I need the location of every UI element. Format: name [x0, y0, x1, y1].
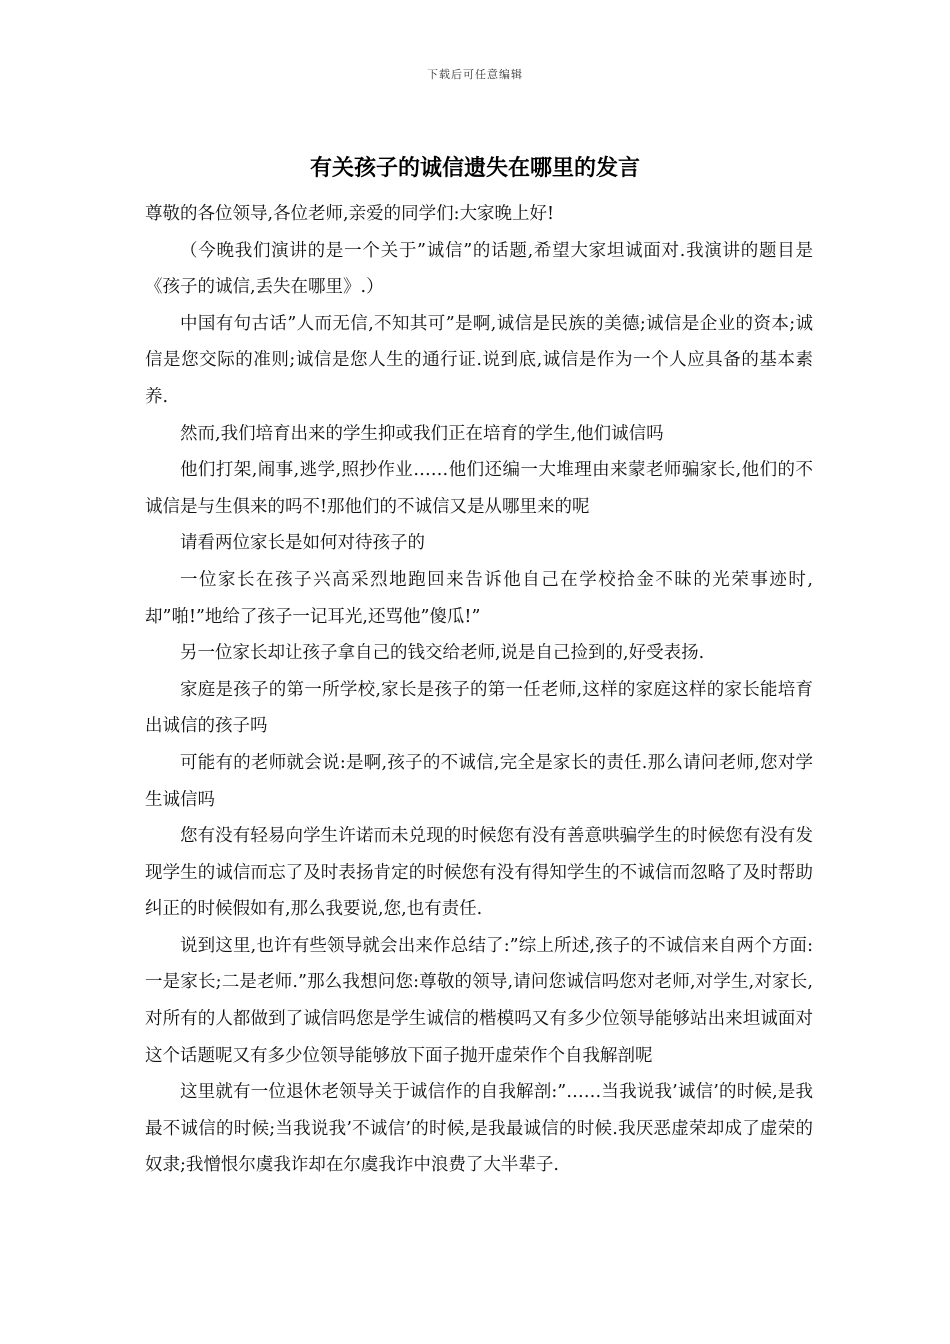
paragraph: 请看两位家长是如何对待孩子的: [180, 533, 425, 554]
document-title: 有关孩子的诚信遗失在哪里的发言: [309, 156, 640, 181]
paragraph: 他们打架,闹事,逃学,照抄作业……他们还编一大堆理由来蒙老师骗家长,他们的不诚信是与生俱来的吗不!那他们的不诚信又是从哪里来的呢: [145, 460, 813, 517]
paragraph: 可能有的老师就会说:是啊,孩子的不诚信,完全是家长的责任.那么请问老师,您对学生诚信吗: [145, 752, 813, 810]
paragraph-salutation: 尊敬的各位领导,各位老师,亲爱的同学们:大家晚上好!: [145, 204, 555, 224]
paragraph: 说到这里,也许有些领导就会出来作总结了:”综上所述,孩子的不诚信来自两个方面:一是家长;二是老师.”那么我想问您:尊敬的领导,请问您诚信吗您对老师,对学生,对家长,对所有的人都做到了诚信吗您是学生诚信的楷模吗又有多少位领导能够站出来坦诚面对这个话题呢又有多少位领导能够放下面子抛开虚荣作个自我解剖呢: [145, 935, 813, 1066]
paragraph: 然而,我们培育出来的学生抑或我们正在培育的学生,他们诚信吗: [180, 423, 664, 444]
paragraph: 中国有句古话”人而无信,不知其可”是啊,诚信是民族的美德;诚信是企业的资本;诚信是您交际的准则;诚信是您人生的通行证.说到底,诚信是作为一个人应具备的基本素养.: [145, 313, 813, 407]
header-note: 下载后可任意编辑: [427, 68, 523, 81]
document-body: [145, 196, 813, 1184]
paragraph: 另一位家长却让孩子拿自己的钱交给老师,说是自己捡到的,好受表扬.: [180, 643, 705, 664]
paragraph: 您有没有轻易向学生许诺而未兑现的时候您有没有善意哄骗学生的时候您有没有发现学生的诚信而忘了及时表扬肯定的时候您有没有得知学生的不诚信而忽略了及时帮助纠正的时候假如有,那么我要说,您,也有责任.: [145, 826, 813, 920]
paragraph: 这里就有一位退休老领导关于诚信作的自我解剖:”……当我说我’诚信’的时候,是我最不诚信的时候;当我说我’不诚信’的时候,是我最诚信的时候.我厌恶虚荣却成了虚荣的奴隶;我憎恨尔虞我诈却在尔虞我诈中浪费了大半辈子.: [145, 1082, 813, 1176]
paragraph: （今晚我们演讲的是一个关于”诚信”的话题,希望大家坦诚面对.我演讲的题目是《孩子的诚信,丢失在哪里》.）: [145, 240, 813, 298]
paragraph: 家庭是孩子的第一所学校,家长是孩子的第一任老师,这样的家庭这样的家长能培育出诚信的孩子吗: [145, 679, 813, 737]
paragraph: 一位家长在孩子兴高采烈地跑回来告诉他自己在学校拾金不昧的光荣事迹时,却”啪!”地给了孩子一记耳光,还骂他”傻瓜!”: [145, 569, 813, 627]
